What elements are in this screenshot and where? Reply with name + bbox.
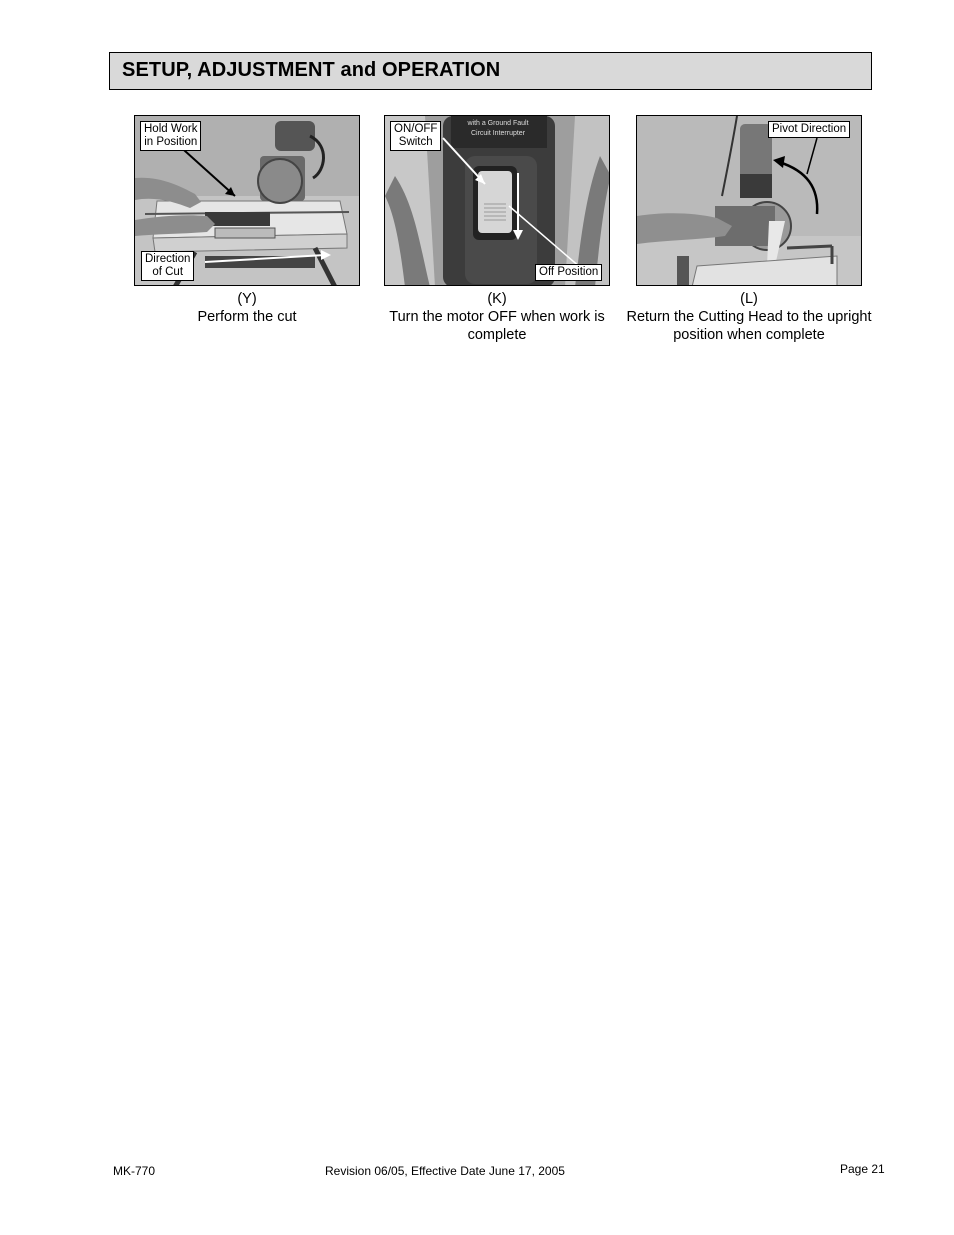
figure-l-caption — [619, 290, 879, 344]
figure-k-letter: (K) — [487, 291, 507, 307]
footer-revision: Revision 06/05, Effective Date June 17, 2005 — [325, 1164, 565, 1178]
photo-pivot-head — [636, 115, 862, 286]
figure-k-caption — [367, 290, 627, 344]
figure-l-text: Return the Cutting Head to the upright position when complete — [626, 309, 872, 343]
footer-model: MK-770 — [113, 1164, 156, 1178]
figure-l-letter: (L) — [740, 291, 758, 307]
device-text-1: with a Ground Fault — [467, 120, 529, 127]
figure-l — [626, 115, 872, 344]
section-header — [109, 52, 872, 90]
photo-pivot-head-image — [637, 116, 862, 286]
callout-hold-work: Hold Work in Position — [140, 121, 201, 151]
figure-y-caption — [117, 290, 377, 326]
figure-y — [134, 115, 360, 326]
photo-motor-switch — [384, 115, 610, 286]
callout-direction-of-cut: Direction of Cut — [141, 251, 194, 281]
callout-off-position: Off Position — [535, 264, 602, 281]
callout-on-off-switch: ON/OFF Switch — [390, 121, 441, 151]
device-text-2: Circuit Interrupter — [470, 130, 526, 137]
footer-page-number: Page 21 — [840, 1162, 885, 1176]
figure-k-text: Turn the motor OFF when work is complete — [389, 309, 605, 343]
callout-pivot-direction: Pivot Direction — [768, 121, 850, 138]
section-title: SETUP, ADJUSTMENT and OPERATION — [122, 59, 501, 81]
figure-y-letter: (Y) — [237, 291, 257, 307]
photo-perform-cut — [134, 115, 360, 286]
figure-y-text: Perform the cut — [197, 309, 297, 325]
figure-k — [384, 115, 610, 344]
